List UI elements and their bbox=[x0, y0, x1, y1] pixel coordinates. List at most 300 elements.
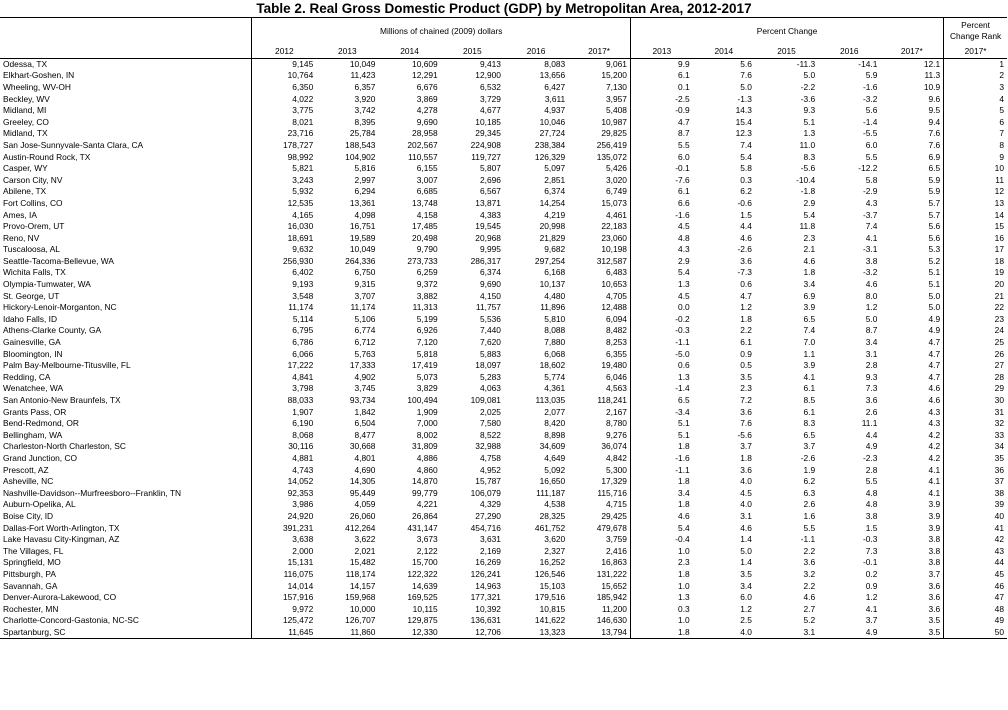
percent-change-cell: 12.3 bbox=[735, 128, 752, 139]
percent-change-cell: 4.8 bbox=[865, 487, 878, 498]
percent-change-cell: 4.1 bbox=[865, 232, 878, 243]
gdp-value-cell: 4,743 bbox=[292, 464, 314, 475]
gdp-value-cell: 8,522 bbox=[479, 429, 501, 440]
year-header-gdp: 2013 bbox=[316, 45, 378, 59]
percent-change-cell: 6.1 bbox=[678, 186, 690, 197]
rank-cell: 19 bbox=[994, 267, 1004, 278]
table-row bbox=[0, 441, 1007, 453]
gdp-value-cell: 2,167 bbox=[568, 406, 630, 418]
gdp-value-cell: 16,650 bbox=[539, 476, 566, 487]
percent-change-cell: -3.2 bbox=[862, 93, 878, 104]
gdp-value-cell: 6,402 bbox=[292, 267, 314, 278]
percent-change-cell: 4.1 bbox=[865, 603, 878, 614]
gdp-value-cell: 5,408 bbox=[568, 105, 630, 117]
percent-change-cell: 5.8 bbox=[740, 163, 752, 174]
percent-change-cell: 3.7 bbox=[865, 615, 878, 626]
percent-change-cell: 15.4 bbox=[735, 116, 752, 127]
percent-change-cell: 1.3 bbox=[678, 592, 690, 603]
rank-cell: 47 bbox=[994, 592, 1004, 603]
gdp-value-cell: 141,622 bbox=[534, 615, 566, 626]
gdp-value-cell: 11,313 bbox=[412, 302, 438, 313]
metro-area-cell: Denver-Aurora-Lakewood, CO bbox=[0, 592, 252, 604]
gdp-value-cell: 106,079 bbox=[470, 487, 501, 498]
percent-change-cell: 5.0 bbox=[880, 302, 943, 314]
gdp-value-cell: 3,775 bbox=[292, 105, 314, 116]
gdp-value-cell: 3,869 bbox=[416, 93, 438, 104]
rank-cell: 5 bbox=[999, 105, 1004, 116]
percent-change-cell: 4.0 bbox=[740, 476, 752, 487]
gdp-value-cell: 36,074 bbox=[568, 441, 630, 453]
gdp-value-cell: 18,097 bbox=[475, 360, 501, 371]
gdp-value-cell: 2,169 bbox=[479, 545, 501, 556]
gdp-value-cell: 110,557 bbox=[408, 151, 438, 162]
gdp-value-cell: 16,863 bbox=[568, 557, 630, 569]
metro-area-cell: Greeley, CO bbox=[0, 116, 252, 128]
gdp-value-cell: 23,716 bbox=[287, 128, 314, 139]
gdp-value-cell: 17,333 bbox=[349, 360, 376, 371]
percent-change-cell: 5.5 bbox=[865, 476, 878, 487]
gdp-value-cell: 6,749 bbox=[568, 186, 630, 198]
percent-change-cell: 3.4 bbox=[803, 279, 816, 290]
gdp-value-cell: 10,000 bbox=[349, 603, 376, 614]
percent-change-cell: 8.0 bbox=[865, 290, 878, 301]
gdp-value-cell: 4,538 bbox=[544, 499, 566, 510]
percent-change-cell: 11.8 bbox=[799, 221, 816, 232]
rank-cell: 6 bbox=[999, 116, 1004, 127]
gdp-value-cell: 9,690 bbox=[479, 279, 501, 290]
gdp-value-cell: 5,807 bbox=[479, 163, 501, 174]
metro-area-cell: Provo-Orem, UT bbox=[0, 221, 252, 233]
gdp-value-cell: 4,758 bbox=[479, 452, 501, 463]
percent-change-cell: -1.8 bbox=[800, 186, 816, 197]
metro-area-cell: Midland, MI bbox=[0, 105, 252, 117]
metro-area-cell: Boise City, ID bbox=[0, 511, 252, 523]
gdp-value-cell: 178,727 bbox=[282, 139, 314, 150]
percent-change-cell: 6.0 bbox=[678, 151, 690, 162]
rank-cell: 35 bbox=[994, 452, 1004, 463]
percent-change-cell: 7.6 bbox=[880, 128, 943, 140]
percent-change-cell: 4.7 bbox=[880, 360, 943, 372]
rank-cell: 23 bbox=[994, 313, 1004, 324]
gdp-value-cell: 29,825 bbox=[568, 128, 630, 140]
gdp-value-cell: 11,896 bbox=[540, 302, 566, 313]
gdp-value-cell: 13,871 bbox=[475, 197, 501, 208]
percent-change-cell: 5.4 bbox=[803, 209, 816, 220]
gdp-value-cell: 26,060 bbox=[349, 510, 376, 521]
gdp-value-cell: 4,219 bbox=[544, 209, 566, 220]
gdp-value-cell: 10,987 bbox=[568, 116, 630, 128]
percent-change-cell: 0.1 bbox=[678, 81, 690, 92]
rank-cell: 14 bbox=[994, 209, 1004, 220]
gdp-value-cell: 5,536 bbox=[479, 313, 501, 324]
percent-change-cell: 4.1 bbox=[880, 476, 943, 488]
gdp-value-cell: 6,712 bbox=[354, 337, 376, 348]
percent-change-cell: 3.5 bbox=[740, 371, 752, 382]
metro-area-cell: Bellingham, WA bbox=[0, 430, 252, 442]
percent-change-cell: 5.6 bbox=[865, 105, 878, 116]
metro-area-cell: San Jose-Sunnyvale-Santa Clara, CA bbox=[0, 140, 252, 152]
gdp-value-cell: 4,278 bbox=[416, 105, 438, 116]
percent-change-cell: 4.5 bbox=[740, 487, 752, 498]
metro-area-cell: Pittsburgh, PA bbox=[0, 569, 252, 581]
gdp-value-cell: 2,416 bbox=[568, 545, 630, 557]
percent-change-cell: 1.9 bbox=[803, 464, 816, 475]
gdp-value-cell: 5,283 bbox=[479, 371, 501, 382]
gdp-value-cell: 11,757 bbox=[475, 302, 501, 313]
gdp-value-cell: 6,168 bbox=[544, 267, 566, 278]
metro-area-cell: Dallas-Fort Worth-Arlington, TX bbox=[0, 522, 252, 534]
metro-area-cell: Austin-Round Rock, TX bbox=[0, 151, 252, 163]
year-header-pct: 2015 bbox=[755, 45, 818, 59]
percent-change-cell: 1.2 bbox=[740, 302, 752, 313]
year-header-rank: 2017* bbox=[944, 45, 1007, 59]
gdp-value-cell: 5,097 bbox=[544, 163, 566, 174]
gdp-value-cell: 6,774 bbox=[354, 325, 376, 336]
gdp-value-cell: 8,477 bbox=[354, 429, 376, 440]
gdp-value-cell: 9,690 bbox=[416, 116, 438, 127]
gdp-value-cell: 4,841 bbox=[292, 371, 314, 382]
percent-change-cell: 3.9 bbox=[880, 522, 943, 534]
gdp-value-cell: 4,715 bbox=[568, 499, 630, 511]
table-row bbox=[0, 105, 1007, 117]
percent-change-cell: 6.5 bbox=[880, 163, 943, 175]
table-row bbox=[0, 603, 1007, 615]
percent-change-cell: 3.7 bbox=[740, 441, 752, 452]
gdp-value-cell: 3,798 bbox=[292, 383, 314, 394]
metro-area-cell: Lake Havasu City-Kingman, AZ bbox=[0, 534, 252, 546]
percent-change-cell: 5.9 bbox=[880, 186, 943, 198]
gdp-value-cell: 17,419 bbox=[412, 360, 438, 371]
percent-change-cell: 4.6 bbox=[880, 383, 943, 395]
gdp-value-cell: 10,137 bbox=[539, 279, 566, 290]
percent-change-cell: -1.4 bbox=[675, 383, 690, 394]
gdp-value-cell: 4,677 bbox=[479, 105, 501, 116]
gdp-value-cell: 224,908 bbox=[470, 139, 501, 150]
percent-change-cell: 5.0 bbox=[803, 70, 816, 81]
percent-change-cell: -14.1 bbox=[858, 59, 878, 70]
gdp-value-cell: 1,909 bbox=[416, 406, 438, 417]
table-row bbox=[0, 232, 1007, 244]
table-row bbox=[0, 453, 1007, 465]
percent-change-cell: 1.0 bbox=[678, 545, 690, 556]
percent-change-cell: -1.1 bbox=[675, 337, 690, 348]
gdp-value-cell: 2,327 bbox=[544, 545, 566, 556]
table-row bbox=[0, 372, 1007, 384]
gdp-value-cell: 29,425 bbox=[568, 511, 630, 523]
percent-change-cell: 9.3 bbox=[865, 371, 878, 382]
percent-change-cell: 6.6 bbox=[678, 197, 690, 208]
metro-area-cell: Wichita Falls, TX bbox=[0, 267, 252, 279]
gdp-value-cell: 177,321 bbox=[470, 592, 501, 603]
gdp-value-cell: 5,092 bbox=[544, 464, 566, 475]
metro-area-cell: Gainesville, GA bbox=[0, 337, 252, 349]
gdp-value-cell: 113,035 bbox=[535, 395, 566, 406]
table-row bbox=[0, 464, 1007, 476]
table-row bbox=[0, 186, 1007, 198]
gdp-value-cell: 3,638 bbox=[292, 534, 314, 545]
metro-area-cell: Reno, NV bbox=[0, 232, 252, 244]
percent-change-cell: 5.4 bbox=[678, 522, 690, 533]
percent-change-cell: 4.6 bbox=[865, 279, 878, 290]
percent-change-cell: 9.5 bbox=[880, 105, 943, 117]
percent-change-cell: 6.0 bbox=[865, 139, 878, 150]
gdp-value-cell: 18,691 bbox=[287, 232, 314, 243]
percent-change-cell: -11.3 bbox=[796, 59, 816, 70]
gdp-value-cell: 312,587 bbox=[568, 256, 630, 268]
gdp-value-cell: 10,815 bbox=[539, 603, 566, 614]
percent-change-cell: 8.7 bbox=[678, 128, 690, 139]
rank-cell: 40 bbox=[994, 510, 1004, 521]
gdp-value-cell: 10,198 bbox=[568, 244, 630, 256]
gdp-value-cell: 4,098 bbox=[354, 209, 376, 220]
gdp-value-cell: 125,472 bbox=[282, 615, 314, 626]
percent-change-cell: 3.9 bbox=[880, 511, 943, 523]
gdp-value-cell: 14,963 bbox=[475, 580, 501, 591]
table-row bbox=[0, 325, 1007, 337]
percent-change-cell: 6.9 bbox=[803, 290, 816, 301]
gdp-value-cell: 16,751 bbox=[349, 221, 376, 232]
percent-change-cell: 5.1 bbox=[880, 279, 943, 291]
percent-change-cell: 0.3 bbox=[678, 603, 690, 614]
percent-change-cell: 6.1 bbox=[678, 70, 690, 81]
gdp-value-cell: 6,685 bbox=[416, 186, 438, 197]
gdp-value-cell: 18,602 bbox=[539, 360, 566, 371]
gdp-value-cell: 4,860 bbox=[416, 464, 438, 475]
gdp-value-cell: 5,932 bbox=[292, 186, 314, 197]
percent-change-cell: 2.2 bbox=[803, 545, 816, 556]
percent-change-cell: 3.9 bbox=[803, 360, 816, 371]
table-row bbox=[0, 615, 1007, 627]
percent-change-cell: 5.4 bbox=[678, 267, 690, 278]
percent-change-cell: 1.8 bbox=[678, 441, 690, 452]
percent-change-cell: 3.4 bbox=[865, 337, 878, 348]
gdp-value-cell: 2,000 bbox=[292, 545, 314, 556]
gdp-value-cell: 3,673 bbox=[416, 534, 438, 545]
table-row bbox=[0, 557, 1007, 569]
gdp-value-cell: 4,705 bbox=[568, 290, 630, 302]
table-row bbox=[0, 545, 1007, 557]
percent-change-cell: 4.2 bbox=[880, 430, 943, 442]
gdp-value-cell: 11,860 bbox=[316, 627, 378, 639]
gdp-value-cell: 6,259 bbox=[416, 267, 438, 278]
rank-cell: 18 bbox=[994, 255, 1004, 266]
table-row bbox=[0, 487, 1007, 499]
gdp-value-cell: 3,620 bbox=[544, 534, 566, 545]
table-row bbox=[0, 267, 1007, 279]
percent-change-cell: 4.5 bbox=[678, 290, 690, 301]
gdp-value-cell: 6,567 bbox=[479, 186, 501, 197]
percent-change-cell: 10.9 bbox=[880, 82, 943, 94]
percent-change-cell: 4.7 bbox=[740, 290, 752, 301]
gdp-value-cell: 5,426 bbox=[568, 163, 630, 175]
rank-cell: 48 bbox=[994, 603, 1004, 614]
percent-change-cell: 7.2 bbox=[740, 395, 752, 406]
percent-change-cell: 8.7 bbox=[865, 325, 878, 336]
percent-change-cell: 11.1 bbox=[861, 418, 878, 429]
rank-cell: 42 bbox=[994, 534, 1004, 545]
metro-area-cell: Charleston-North Charleston, SC bbox=[0, 441, 252, 453]
gdp-value-cell: 8,002 bbox=[416, 429, 438, 440]
table-row bbox=[0, 93, 1007, 105]
percent-change-cell: 5.8 bbox=[865, 174, 878, 185]
gdp-value-cell: 27,724 bbox=[539, 128, 566, 139]
percent-change-cell: 7.4 bbox=[865, 221, 878, 232]
gdp-value-cell: 12,535 bbox=[287, 197, 314, 208]
year-header-gdp: 2014 bbox=[378, 45, 440, 59]
gdp-value-cell: 15,700 bbox=[412, 557, 438, 568]
gdp-value-cell: 15,652 bbox=[568, 580, 630, 592]
percent-change-cell: 5.1 bbox=[880, 267, 943, 279]
gdp-value-cell: 25,784 bbox=[349, 128, 376, 139]
percent-change-cell: 3.2 bbox=[803, 568, 816, 579]
percent-change-cell: -0.2 bbox=[675, 313, 690, 324]
metro-area-cell: Wenatchee, WA bbox=[0, 383, 252, 395]
percent-change-cell: 5.1 bbox=[803, 116, 816, 127]
gdp-value-cell: 6,374 bbox=[479, 267, 501, 278]
metro-area-cell: Savannah, GA bbox=[0, 580, 252, 592]
gdp-value-cell: 6,094 bbox=[568, 314, 630, 326]
percent-change-cell: 4.6 bbox=[803, 255, 816, 266]
percent-change-cell: 2.2 bbox=[740, 325, 752, 336]
gdp-value-cell: 6,483 bbox=[568, 267, 630, 279]
percent-change-cell: -0.3 bbox=[675, 325, 690, 336]
metro-area-cell: San Antonio-New Braunfels, TX bbox=[0, 395, 252, 407]
percent-change-cell: 4.9 bbox=[880, 314, 943, 326]
gdp-value-cell: 4,150 bbox=[479, 290, 501, 301]
gdp-value-cell: 93,734 bbox=[349, 395, 376, 406]
gdp-value-cell: 5,774 bbox=[544, 371, 566, 382]
percent-change-cell: 3.6 bbox=[740, 464, 752, 475]
table-row bbox=[0, 534, 1007, 546]
gdp-value-cell: 7,580 bbox=[479, 418, 501, 429]
gdp-value-cell: 13,794 bbox=[568, 627, 630, 639]
rank-cell: 15 bbox=[994, 221, 1004, 232]
gdp-value-cell: 21,829 bbox=[539, 232, 566, 243]
percent-change-cell: 7.0 bbox=[803, 337, 816, 348]
table-row bbox=[0, 360, 1007, 372]
percent-change-cell: -2.6 bbox=[737, 244, 752, 255]
table-row bbox=[0, 580, 1007, 592]
metro-area-cell: Nashville-Davidson--Murfreesboro--Franklin, TN bbox=[0, 487, 252, 499]
gdp-value-cell: 2,696 bbox=[479, 174, 501, 185]
percent-change-cell: 8.3 bbox=[803, 418, 816, 429]
percent-change-cell: 11.3 bbox=[880, 70, 943, 82]
rank-cell: 45 bbox=[994, 568, 1004, 579]
gdp-value-cell: 9,790 bbox=[416, 244, 438, 255]
table-row bbox=[0, 174, 1007, 186]
gdp-value-cell: 31,809 bbox=[412, 441, 438, 452]
gdp-value-cell: 136,631 bbox=[470, 615, 501, 626]
percent-change-cell: -3.1 bbox=[862, 244, 878, 255]
gdp-value-cell: 431,147 bbox=[407, 522, 438, 533]
gdp-value-cell: 126,707 bbox=[345, 615, 376, 626]
percent-change-cell: 5.9 bbox=[865, 70, 878, 81]
percent-change-cell: 5.0 bbox=[740, 81, 752, 92]
percent-change-cell: 5.6 bbox=[740, 59, 752, 70]
gdp-value-cell: 5,821 bbox=[292, 163, 314, 174]
gdp-value-cell: 8,780 bbox=[568, 418, 630, 430]
table-row bbox=[0, 290, 1007, 302]
metro-area-cell: Grand Junction, CO bbox=[0, 453, 252, 465]
percent-change-cell: 3.8 bbox=[880, 557, 943, 569]
gdp-value-cell: 4,329 bbox=[479, 499, 501, 510]
gdp-value-cell: 5,818 bbox=[416, 348, 438, 359]
rank-cell: 49 bbox=[994, 615, 1004, 626]
gdp-value-cell: 111,187 bbox=[536, 487, 566, 498]
percent-change-cell: 4.6 bbox=[740, 522, 752, 533]
percent-change-cell: 9.3 bbox=[803, 105, 816, 116]
percent-change-cell: 5.6 bbox=[880, 221, 943, 233]
percent-change-cell: 2.6 bbox=[865, 406, 878, 417]
gdp-value-cell: 157,916 bbox=[282, 592, 314, 603]
gdp-value-cell: 30,116 bbox=[288, 441, 314, 452]
percent-change-cell: 3.7 bbox=[880, 569, 943, 581]
gdp-value-cell: 9,276 bbox=[568, 430, 630, 442]
gdp-value-cell: 297,254 bbox=[534, 255, 566, 266]
gdp-value-cell: 4,383 bbox=[479, 209, 501, 220]
metro-area-cell: Fort Collins, CO bbox=[0, 198, 252, 210]
percent-change-cell: 5.5 bbox=[678, 139, 690, 150]
percent-change-cell: -1.1 bbox=[675, 464, 690, 475]
metro-area-cell: Rochester, MN bbox=[0, 603, 252, 615]
metro-area-cell: Athens-Clarke County, GA bbox=[0, 325, 252, 337]
gdp-value-cell: 4,461 bbox=[568, 209, 630, 221]
percent-change-cell: -3.2 bbox=[862, 267, 878, 278]
gdp-value-cell: 19,480 bbox=[568, 360, 630, 372]
metro-area-cell: Auburn-Opelika, AL bbox=[0, 499, 252, 511]
rank-cell: 11 bbox=[995, 174, 1004, 185]
percent-change-cell: 5.0 bbox=[740, 545, 752, 556]
table-row bbox=[0, 116, 1007, 128]
gdp-value-cell: 256,419 bbox=[568, 140, 630, 152]
percent-change-cell: -2.5 bbox=[675, 93, 690, 104]
metro-area-cell: Idaho Falls, ID bbox=[0, 314, 252, 326]
metro-area-cell: Abilene, TX bbox=[0, 186, 252, 198]
table-row bbox=[0, 476, 1007, 488]
percent-change-cell: 11.0 bbox=[799, 139, 816, 150]
rank-cell: 46 bbox=[994, 580, 1004, 591]
gdp-value-cell: 4,221 bbox=[416, 499, 438, 510]
percent-change-cell: -2.6 bbox=[800, 452, 816, 463]
gdp-value-cell: 19,589 bbox=[349, 232, 376, 243]
gdp-value-cell: 6,427 bbox=[544, 81, 566, 92]
rank-cell: 12 bbox=[994, 186, 1004, 197]
percent-change-cell: 4.7 bbox=[880, 348, 943, 360]
percent-change-cell: 5.9 bbox=[880, 174, 943, 186]
table-row bbox=[0, 163, 1007, 175]
percent-change-cell: 4.7 bbox=[880, 337, 943, 349]
percent-change-cell: 7.4 bbox=[803, 325, 816, 336]
gdp-value-cell: 16,252 bbox=[539, 557, 566, 568]
percent-change-cell: 2.8 bbox=[865, 464, 878, 475]
table-row bbox=[0, 198, 1007, 210]
metro-area-cell: Odessa, TX bbox=[0, 59, 252, 71]
gdp-value-cell: 7,880 bbox=[544, 337, 566, 348]
gdp-value-cell: 135,072 bbox=[568, 151, 630, 163]
percent-change-cell: -0.1 bbox=[675, 163, 690, 174]
rank-cell: 9 bbox=[999, 151, 1004, 162]
gdp-value-cell: 5,199 bbox=[416, 313, 438, 324]
gdp-value-cell: 6,504 bbox=[354, 418, 376, 429]
gdp-value-cell: 10,049 bbox=[349, 244, 376, 255]
table-row bbox=[0, 209, 1007, 221]
gdp-value-cell: 2,077 bbox=[544, 406, 566, 417]
percent-change-cell: 4.4 bbox=[740, 221, 752, 232]
gdp-value-cell: 10,653 bbox=[568, 279, 630, 291]
percent-change-cell: 3.5 bbox=[880, 615, 943, 627]
gdp-value-cell: 15,131 bbox=[287, 557, 314, 568]
table-row bbox=[0, 627, 1007, 639]
